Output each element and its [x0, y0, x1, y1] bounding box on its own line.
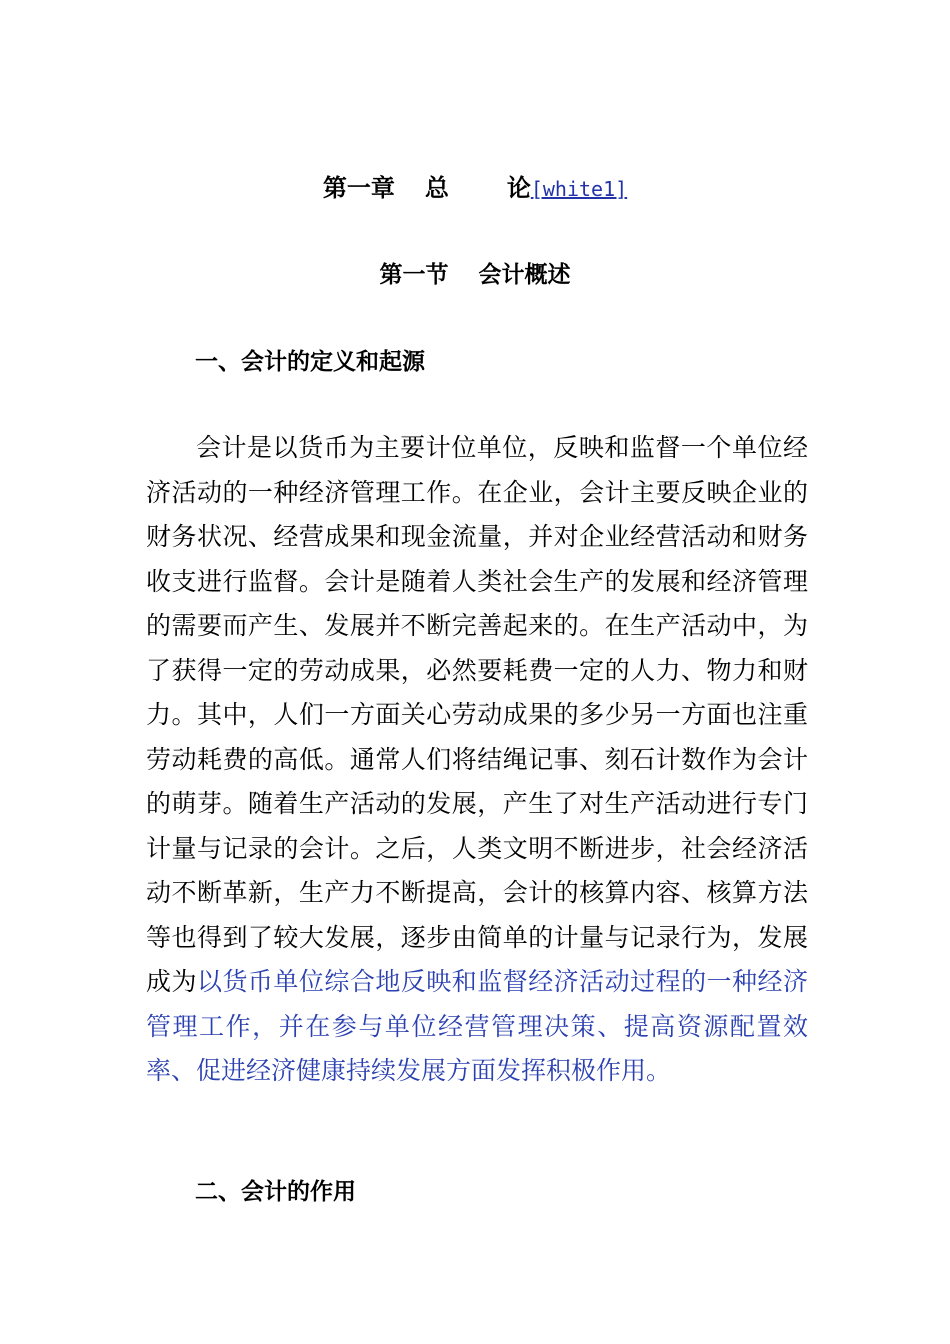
heading-definition-origin: 一、会计的定义和起源 — [195, 349, 425, 375]
section-name: 会计概述 — [478, 262, 571, 288]
heading-role: 二、会计的作用 — [195, 1179, 356, 1205]
chapter-title — [0, 168, 950, 203]
comment-reference-link[interactable]: [white1] — [530, 177, 628, 201]
section-number: 第一节 — [379, 262, 449, 288]
paragraph-text: 会计是以货币为主要计位单位，反映和监督一个单位经济活动的一种经济管理工作。在企业，会计主要反映企业的财务状况、经营成果和现金流量，并对企业经营活动和财务收支进行监督。会计是随着人类社会生产的发展和经济管理的需要而产生、发展并不断完善起来的。在生产活动中，为了获得一定的劳动成果，必然要耗费一定的人力、物力和财力。其中，人们一方面关心劳动成果的多少另一方面也注重劳动耗费的高低。通常人们将结绳记事、刻石计数作为会计的萌芽。随着生产活动的发展，产生了对生产活动进行专门计量与记录的会计。之后，人类文明不断进步，社会经济活动不断革新，生产力不断提高，会计的核算内容、核算方法等也得到了较大发展，逐步由简单的计量与记录行为，发展成为 — [146, 433, 808, 996]
chapter-title-char-2: 论 — [506, 174, 531, 202]
chapter-title-char-1: 总 — [424, 174, 449, 202]
body-paragraph — [146, 426, 808, 1094]
paragraph-highlighted-text: 以货币单位综合地反映和监督经济活动过程的一种经济管理工作，并在参与单位经营管理决策、提高资源配置效率、促进经济健康持续发展方面发挥积极作用。 — [146, 967, 808, 1085]
chapter-number: 第一章 — [322, 174, 395, 202]
section-title — [0, 256, 950, 289]
